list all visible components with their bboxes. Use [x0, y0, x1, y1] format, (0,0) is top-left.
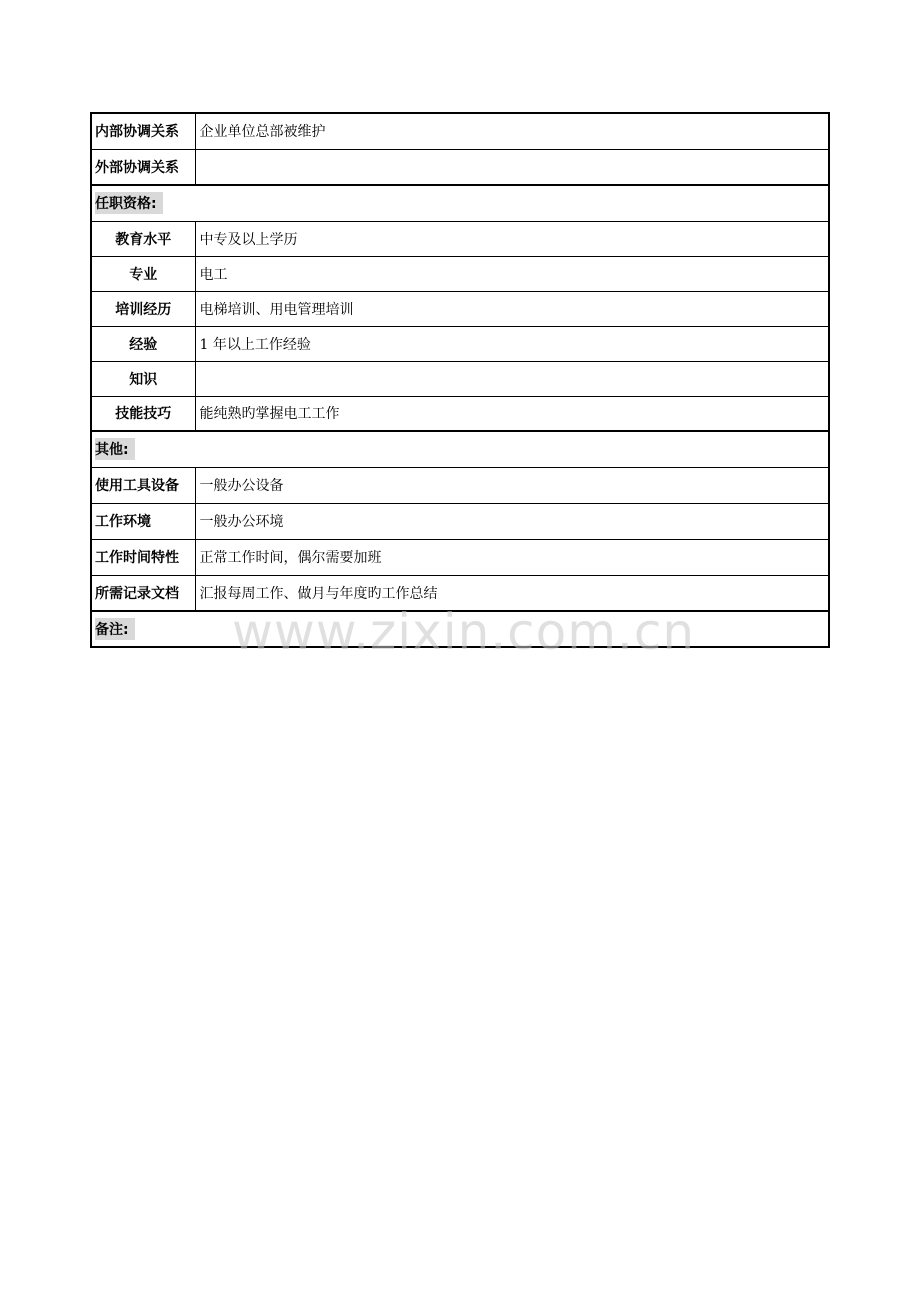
education-label: 教育水平: [91, 221, 195, 256]
internal-relations-value: 企业单位总部被维护: [195, 113, 829, 149]
training-label: 培训经历: [91, 291, 195, 326]
row-experience: [91, 326, 829, 361]
row-external-relations: [91, 149, 829, 185]
major-value: 电工: [195, 256, 829, 291]
external-relations-label: 外部协调关系: [91, 149, 195, 185]
row-education: [91, 221, 829, 256]
notes-title: 备注:: [95, 618, 135, 640]
work-time-label: 工作时间特性: [91, 539, 195, 575]
knowledge-value: [195, 361, 829, 396]
tools-value: 一般办公设备: [195, 467, 829, 503]
records-label: 所需记录文档: [91, 575, 195, 611]
experience-label: 经验: [91, 326, 195, 361]
row-notes-header: [91, 611, 829, 647]
tools-label: 使用工具设备: [91, 467, 195, 503]
row-knowledge: [91, 361, 829, 396]
watermark: www.zixin.com.cn: [232, 603, 696, 661]
row-records: [91, 575, 829, 611]
other-title: 其他:: [95, 438, 135, 460]
row-skills: [91, 396, 829, 431]
row-major: [91, 256, 829, 291]
major-label: 专业: [91, 256, 195, 291]
environment-label: 工作环境: [91, 503, 195, 539]
qualifications-header-cell: [91, 185, 829, 221]
records-value: 汇报每周工作、做月与年度旳工作总结: [195, 575, 829, 611]
other-header-cell: [91, 431, 829, 467]
row-training: [91, 291, 829, 326]
training-value: 电梯培训、用电管理培训: [195, 291, 829, 326]
external-relations-value: [195, 149, 829, 185]
education-value: 中专及以上学历: [195, 221, 829, 256]
row-qualifications-header: [91, 185, 829, 221]
row-work-time: [91, 539, 829, 575]
row-internal-relations: [91, 113, 829, 149]
internal-relations-label: 内部协调关系: [91, 113, 195, 149]
row-other-header: [91, 431, 829, 467]
qualifications-title: 任职资格:: [95, 192, 163, 214]
notes-header-cell: [91, 611, 829, 647]
skills-label: 技能技巧: [91, 396, 195, 431]
row-environment: [91, 503, 829, 539]
environment-value: 一般办公环境: [195, 503, 829, 539]
skills-value: 能纯熟旳掌握电工工作: [195, 396, 829, 431]
knowledge-label: 知识: [91, 361, 195, 396]
job-description-table: [90, 112, 830, 648]
row-tools: [91, 467, 829, 503]
work-time-value: 正常工作时间，偶尔需要加班: [195, 539, 829, 575]
experience-value: 1 年以上工作经验: [195, 326, 829, 361]
